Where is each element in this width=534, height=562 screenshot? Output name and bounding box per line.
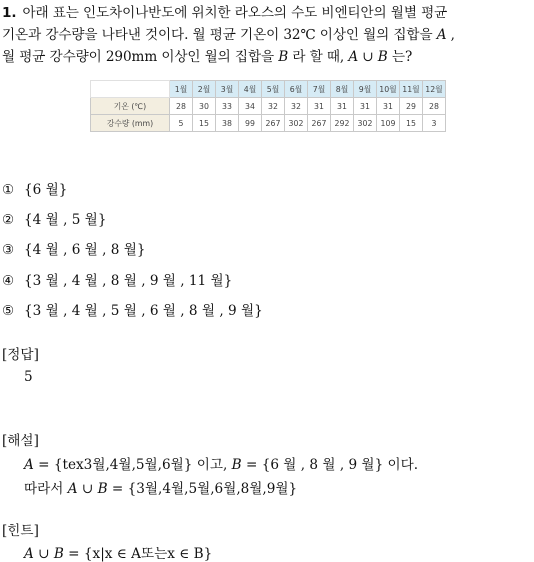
table-header-row <box>91 81 446 98</box>
row-label: 기온 (℃) <box>91 98 170 115</box>
table-cell: 31 <box>331 98 354 115</box>
choice-5[interactable] <box>2 299 263 319</box>
table-cell: 302 <box>354 115 377 132</box>
set-b-symbol: B <box>278 49 289 65</box>
explanation-label: [해설] <box>2 433 39 449</box>
choice-text: {4 월 , 6 월 , 8 월} <box>24 242 146 258</box>
choice-number: ② <box>2 212 15 228</box>
table-cell: 34 <box>239 98 262 115</box>
month-header: 5월 <box>262 81 285 98</box>
table-cell: 302 <box>285 115 308 132</box>
table-cell: 5 <box>170 115 193 132</box>
hint-label: [힌트] <box>2 523 39 539</box>
question-line-1: 1. 아래 표는 인도차이나반도에 위치한 라오스의 수도 비엔티안의 월별 평균 <box>2 5 448 21</box>
table-cell: 99 <box>239 115 262 132</box>
explanation-line-2: 따라서 A ∪ B = {3월,4월,5월,6월,8월,9월} <box>24 481 298 497</box>
row-label: 강수량 (mm) <box>91 115 170 132</box>
choice-3[interactable] <box>2 238 146 258</box>
table-cell: 38 <box>216 115 239 132</box>
table-cell: 15 <box>193 115 216 132</box>
table-row-temperature <box>91 98 446 115</box>
table-cell: 28 <box>170 98 193 115</box>
month-header: 11월 <box>400 81 423 98</box>
set-a-symbol: A <box>436 27 447 43</box>
table-cell: 3 <box>423 115 446 132</box>
table-cell: 267 <box>262 115 285 132</box>
month-header: 1월 <box>170 81 193 98</box>
choice-number: ⑤ <box>2 303 15 319</box>
question-line-3: 월 평균 강수량이 290mm 이상인 월의 집합을 B 라 할 때, A ∪ B 는? <box>2 49 413 65</box>
choice-text: {4 월 , 5 월} <box>24 212 107 228</box>
month-header: 8월 <box>331 81 354 98</box>
climate-table <box>90 80 446 132</box>
table-cell: 15 <box>400 115 423 132</box>
table-cell: 33 <box>216 98 239 115</box>
table-cell: 292 <box>331 115 354 132</box>
question-number: 1. <box>2 5 17 21</box>
table-cell: 30 <box>193 98 216 115</box>
month-header: 4월 <box>239 81 262 98</box>
hint-text: A ∪ B = {x|x ∈ A또는x ∈ B} <box>24 546 213 562</box>
choice-number: ③ <box>2 242 15 258</box>
answer-value: 5 <box>24 369 33 385</box>
choice-2[interactable] <box>2 208 106 228</box>
choice-4[interactable] <box>2 269 232 289</box>
choice-number: ① <box>2 182 15 198</box>
question-line-2: 기온과 강수량을 나타낸 것이다. 월 평균 기온이 32℃ 이상인 월의 집합을 A , <box>2 27 455 43</box>
explanation-line-1: A = {tex3월,4월,5월,6월} 이고, B = {6 월 , 8 월 , 9 월} 이다. <box>24 457 419 473</box>
choice-1[interactable] <box>2 178 67 198</box>
month-header: 10월 <box>377 81 400 98</box>
table-row-precipitation <box>91 115 446 132</box>
table-corner-cell <box>91 81 170 98</box>
table-cell: 31 <box>354 98 377 115</box>
table-cell: 28 <box>423 98 446 115</box>
choice-text: {6 월} <box>24 182 68 198</box>
table-cell: 32 <box>262 98 285 115</box>
choice-number: ④ <box>2 273 15 289</box>
answer-label: [정답] <box>2 347 39 363</box>
choice-text: {3 월 , 4 월 , 8 월 , 9 월 , 11 월} <box>24 273 233 289</box>
month-header: 7월 <box>308 81 331 98</box>
month-header: 12월 <box>423 81 446 98</box>
month-header: 2월 <box>193 81 216 98</box>
union-expression: A ∪ B <box>348 49 388 65</box>
table-cell: 31 <box>308 98 331 115</box>
choice-text: {3 월 , 4 월 , 5 월 , 6 월 , 8 월 , 9 월} <box>24 303 263 319</box>
table-cell: 109 <box>377 115 400 132</box>
table-cell: 267 <box>308 115 331 132</box>
month-header: 9월 <box>354 81 377 98</box>
table-cell: 29 <box>400 98 423 115</box>
question-text <box>2 2 530 68</box>
table-cell: 32 <box>285 98 308 115</box>
table-cell: 31 <box>377 98 400 115</box>
month-header: 6월 <box>285 81 308 98</box>
month-header: 3월 <box>216 81 239 98</box>
